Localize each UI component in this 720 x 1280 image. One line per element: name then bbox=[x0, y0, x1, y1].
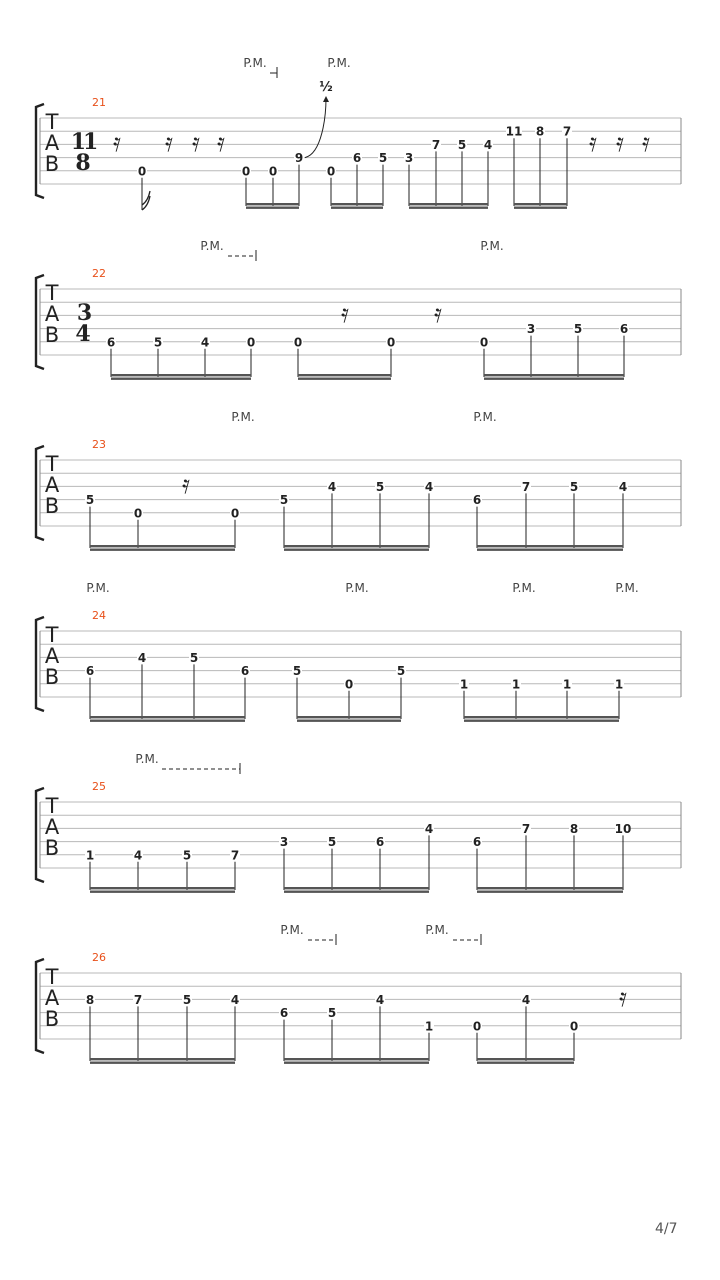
fret-number: 0 bbox=[569, 1019, 579, 1034]
palm-mute-label: P.M. bbox=[473, 410, 497, 424]
palm-mute-label: P.M. bbox=[480, 239, 504, 253]
beam bbox=[284, 1058, 429, 1060]
fret-number: 8 bbox=[535, 124, 545, 139]
fret-number: 1 bbox=[424, 1019, 434, 1034]
tab-clef-letter: T bbox=[45, 110, 59, 134]
fret-number: 5 bbox=[327, 835, 337, 850]
measure-number: 26 bbox=[92, 951, 106, 964]
fret-number: 3 bbox=[279, 835, 289, 850]
beam bbox=[284, 891, 429, 893]
fret-number: 4 bbox=[200, 335, 210, 350]
tab-system bbox=[36, 923, 681, 1064]
beam bbox=[284, 549, 429, 551]
fret-number: 0 bbox=[246, 335, 256, 350]
tab-clef-letter: T bbox=[45, 965, 59, 989]
beam bbox=[477, 1062, 574, 1064]
bend-label: ½ bbox=[319, 80, 333, 95]
fret-number: 8 bbox=[569, 821, 579, 836]
beam bbox=[331, 203, 383, 205]
fret-number: 3 bbox=[404, 151, 414, 166]
fret-number: 4 bbox=[137, 650, 147, 665]
fret-number: 4 bbox=[230, 992, 240, 1007]
beam bbox=[90, 549, 235, 551]
tab-clef-letter: B bbox=[44, 323, 60, 347]
fret-number: 4 bbox=[327, 479, 337, 494]
tab-clef-letter: A bbox=[44, 302, 60, 326]
fret-number: 6 bbox=[352, 151, 362, 166]
fret-number: 4 bbox=[133, 848, 143, 863]
fret-number: 8 bbox=[85, 992, 95, 1007]
note-flag bbox=[142, 191, 150, 210]
fret-number: 7 bbox=[562, 124, 572, 139]
fret-number: 0 bbox=[137, 164, 147, 179]
fret-number: 7 bbox=[431, 137, 441, 152]
rest-symbol: 𝄿 bbox=[182, 470, 190, 500]
fret-number: 0 bbox=[472, 1019, 482, 1034]
palm-mute-label: P.M. bbox=[135, 752, 159, 766]
beam bbox=[297, 716, 401, 718]
palm-mute-label: P.M. bbox=[231, 410, 255, 424]
palm-mute-label: P.M. bbox=[200, 239, 224, 253]
fret-number: 5 bbox=[279, 493, 289, 508]
fret-number: 7 bbox=[230, 848, 240, 863]
fret-number: 0 bbox=[479, 335, 489, 350]
fret-number: 5 bbox=[375, 479, 385, 494]
palm-mute-label: P.M. bbox=[327, 56, 351, 70]
fret-number: 5 bbox=[182, 992, 192, 1007]
beam bbox=[477, 549, 623, 551]
rest-symbol: 𝄿 bbox=[192, 128, 200, 158]
fret-number: 0 bbox=[344, 677, 354, 692]
beam bbox=[484, 374, 624, 376]
fret-number: 4 bbox=[483, 137, 493, 152]
fret-number: 5 bbox=[573, 322, 583, 337]
fret-number: 6 bbox=[375, 835, 385, 850]
beam bbox=[464, 720, 619, 722]
fret-number: 1 bbox=[85, 848, 95, 863]
fret-number: 4 bbox=[521, 992, 531, 1007]
beam bbox=[409, 207, 488, 209]
fret-number: 3 bbox=[526, 322, 536, 337]
beam bbox=[90, 1058, 235, 1060]
beam bbox=[90, 1062, 235, 1064]
rest-symbol: 𝄿 bbox=[616, 128, 624, 158]
fret-number: 0 bbox=[230, 506, 240, 521]
fret-number: 6 bbox=[472, 493, 482, 508]
fret-number: 5 bbox=[182, 848, 192, 863]
beam bbox=[514, 203, 567, 205]
tab-clef-letter: T bbox=[45, 281, 59, 305]
fret-number: 7 bbox=[133, 992, 143, 1007]
tab-clef-letter: B bbox=[44, 836, 60, 860]
tab-clef-letter: A bbox=[44, 815, 60, 839]
tab-clef-letter: A bbox=[44, 644, 60, 668]
tab-system bbox=[36, 410, 681, 551]
beam bbox=[90, 716, 245, 718]
rest-symbol: 𝄿 bbox=[341, 299, 349, 329]
fret-number: 4 bbox=[424, 479, 434, 494]
rest-symbol: 𝄿 bbox=[165, 128, 173, 158]
palm-mute-label: P.M. bbox=[243, 56, 267, 70]
beam bbox=[111, 374, 251, 376]
time-signature-top: 3 bbox=[76, 300, 90, 326]
time-signature-bottom: 4 bbox=[75, 321, 91, 347]
fret-number: 6 bbox=[279, 1006, 289, 1021]
fret-number: 7 bbox=[521, 479, 531, 494]
fret-number: 6 bbox=[240, 664, 250, 679]
tab-clef-letter: A bbox=[44, 131, 60, 155]
palm-mute-label: P.M. bbox=[345, 581, 369, 595]
palm-mute-label: P.M. bbox=[280, 923, 304, 937]
fret-number: 1 bbox=[614, 677, 624, 692]
bend-curve bbox=[305, 98, 326, 158]
tab-clef-letter: A bbox=[44, 986, 60, 1010]
page-number: 4/7 bbox=[655, 1221, 678, 1237]
fret-number: 5 bbox=[569, 479, 579, 494]
beam bbox=[90, 887, 235, 889]
beam bbox=[111, 378, 251, 380]
fret-number: 0 bbox=[293, 335, 303, 350]
fret-number: 5 bbox=[327, 1006, 337, 1021]
rest-symbol: 𝄿 bbox=[642, 128, 650, 158]
fret-number: 4 bbox=[424, 821, 434, 836]
fret-number: 1 bbox=[562, 677, 572, 692]
fret-number: 7 bbox=[521, 821, 531, 836]
beam bbox=[409, 203, 488, 205]
measure-number: 24 bbox=[92, 609, 106, 622]
fret-number: 9 bbox=[294, 151, 304, 166]
beam bbox=[246, 203, 299, 205]
tab-system bbox=[36, 56, 681, 210]
fret-number: 5 bbox=[85, 493, 95, 508]
measure-number: 22 bbox=[92, 267, 106, 280]
beam bbox=[514, 207, 567, 209]
measure-number: 25 bbox=[92, 780, 106, 793]
beam bbox=[284, 545, 429, 547]
fret-number: 0 bbox=[133, 506, 143, 521]
palm-mute-label: P.M. bbox=[425, 923, 449, 937]
fret-number: 5 bbox=[378, 151, 388, 166]
beam bbox=[284, 887, 429, 889]
time-signature-bottom: 8 bbox=[75, 150, 91, 176]
beam bbox=[298, 378, 391, 380]
tab-clef-letter: T bbox=[45, 794, 59, 818]
fret-number: 11 bbox=[505, 124, 523, 139]
beam bbox=[331, 207, 383, 209]
tab-system bbox=[36, 239, 681, 380]
beam bbox=[477, 887, 623, 889]
tab-clef-letter: A bbox=[44, 473, 60, 497]
beam bbox=[298, 374, 391, 376]
tab-clef-letter: B bbox=[44, 1007, 60, 1031]
tab-clef-letter: B bbox=[44, 494, 60, 518]
fret-number: 0 bbox=[268, 164, 278, 179]
measure-number: 21 bbox=[92, 96, 106, 109]
tab-clef-letter: T bbox=[45, 623, 59, 647]
fret-number: 10 bbox=[614, 821, 632, 836]
fret-number: 0 bbox=[241, 164, 251, 179]
measure-number: 23 bbox=[92, 438, 106, 451]
fret-number: 6 bbox=[106, 335, 116, 350]
beam bbox=[297, 720, 401, 722]
rest-symbol: 𝄿 bbox=[434, 299, 442, 329]
fret-number: 4 bbox=[375, 992, 385, 1007]
fret-number: 1 bbox=[459, 677, 469, 692]
tab-system bbox=[36, 581, 681, 722]
fret-number: 5 bbox=[189, 650, 199, 665]
fret-number: 5 bbox=[153, 335, 163, 350]
beam bbox=[477, 891, 623, 893]
rest-symbol: 𝄿 bbox=[589, 128, 597, 158]
fret-number: 5 bbox=[396, 664, 406, 679]
beam bbox=[90, 545, 235, 547]
beam bbox=[284, 1062, 429, 1064]
rest-symbol: 𝄿 bbox=[619, 983, 627, 1013]
beam bbox=[464, 716, 619, 718]
beam bbox=[90, 720, 245, 722]
fret-number: 6 bbox=[472, 835, 482, 850]
tab-system bbox=[36, 752, 681, 893]
palm-mute-label: P.M. bbox=[86, 581, 110, 595]
beam bbox=[484, 378, 624, 380]
bend-arrow-head bbox=[323, 96, 329, 102]
beam bbox=[90, 891, 235, 893]
fret-number: 0 bbox=[386, 335, 396, 350]
beam bbox=[477, 1058, 574, 1060]
rest-symbol: 𝄿 bbox=[113, 128, 121, 158]
beam bbox=[246, 207, 299, 209]
fret-number: 5 bbox=[457, 137, 467, 152]
tab-clef-letter: B bbox=[44, 665, 60, 689]
rest-symbol: 𝄿 bbox=[217, 128, 225, 158]
tab-clef-letter: T bbox=[45, 452, 59, 476]
time-signature-top: 11 bbox=[70, 129, 96, 155]
palm-mute-label: P.M. bbox=[512, 581, 536, 595]
fret-number: 6 bbox=[85, 664, 95, 679]
fret-number: 1 bbox=[511, 677, 521, 692]
fret-number: 4 bbox=[618, 479, 628, 494]
palm-mute-label: P.M. bbox=[615, 581, 639, 595]
fret-number: 0 bbox=[326, 164, 336, 179]
tab-clef-letter: B bbox=[44, 152, 60, 176]
beam bbox=[477, 545, 623, 547]
fret-number: 5 bbox=[292, 664, 302, 679]
fret-number: 6 bbox=[619, 322, 629, 337]
